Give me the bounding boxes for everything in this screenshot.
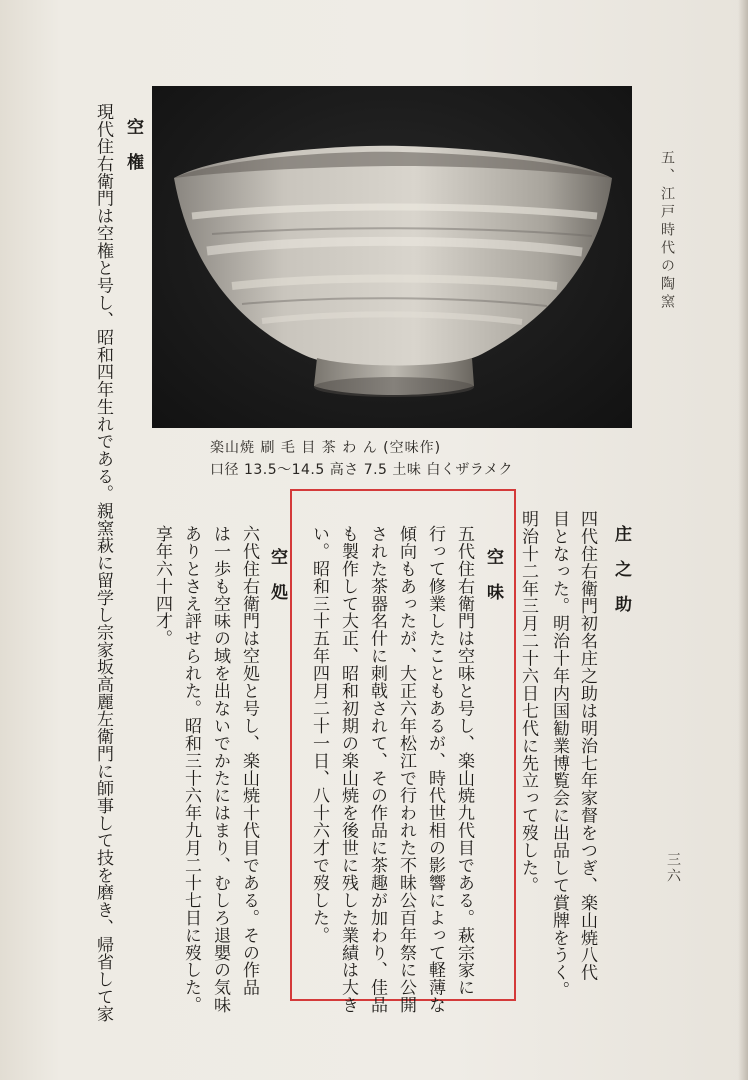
kuken-line-1: 現代住右衛門は空権と号し、昭和四年生れである。親窯萩に留学し宗家坂高麗左衛門に師事して技を磨き、帰省して家 (93, 103, 113, 1023)
page-number: 三六 (665, 852, 681, 884)
photo-caption-dimensions: 口径 13.5〜14.5 高さ 7.5 土味 白くザラメク (210, 462, 513, 478)
kumi-line-5: も製作して大正、昭和初期の楽山焼を後世に残した業績は大き (338, 525, 358, 1014)
kumi-line-1: 五代住右衛門は空味と号し、楽山焼九代目である。萩宗家に (454, 525, 474, 997)
kusho-line-2: は一歩も空味の域を出ないでかたにはまり、むしろ退嬰の気味 (210, 525, 230, 1014)
shonosuke-line-3: 明治十二年三月二十六日七代に先立って歿した。 (518, 510, 538, 894)
section-heading-kuken: 空権 (123, 118, 143, 188)
kusho-line-1: 六代住右衛門は空処と号し、楽山焼十代目である。その作品 (239, 525, 259, 997)
tea-bowl-image (152, 86, 632, 428)
section-heading-kumi: 空味 (483, 548, 503, 618)
running-head: 五、江戸時代の陶窯 (659, 150, 675, 312)
kumi-line-4: された茶器名什に刺戟されて、その作品に茶趣が加わり、佳品 (367, 525, 387, 1014)
kumi-line-2: 行って修業したこともあるが、時代世相の影響によって軽薄な (425, 525, 445, 1014)
page-edge-shadow (738, 0, 748, 1080)
kusho-line-3: ありとさえ評せられた。昭和三十六年九月二十七日に歿した。 (181, 525, 201, 1014)
kumi-line-6: い。昭和三十五年四月二十一日、八十六才で歿した。 (309, 525, 329, 944)
section-heading-shonosuke: 庄之助 (611, 525, 631, 630)
kusho-line-4: 享年六十四才。 (152, 525, 172, 648)
tea-bowl-photograph (152, 86, 632, 428)
shonosuke-line-2: 目となった。明治十年内国勧業博覧会に出品して賞牌をうく。 (549, 510, 569, 999)
shonosuke-line-1: 四代住右衛門初名庄之助は明治七年家督をつぎ、楽山焼八代 (577, 510, 597, 982)
kumi-line-3: 傾向もあったが、大正六年松江で行われた不昧公百年祭に公開 (396, 525, 416, 1014)
photo-caption-title: 楽山焼 刷 毛 目 茶 わ ん (空味作) (210, 440, 442, 456)
section-heading-kusho: 空処 (267, 548, 287, 618)
